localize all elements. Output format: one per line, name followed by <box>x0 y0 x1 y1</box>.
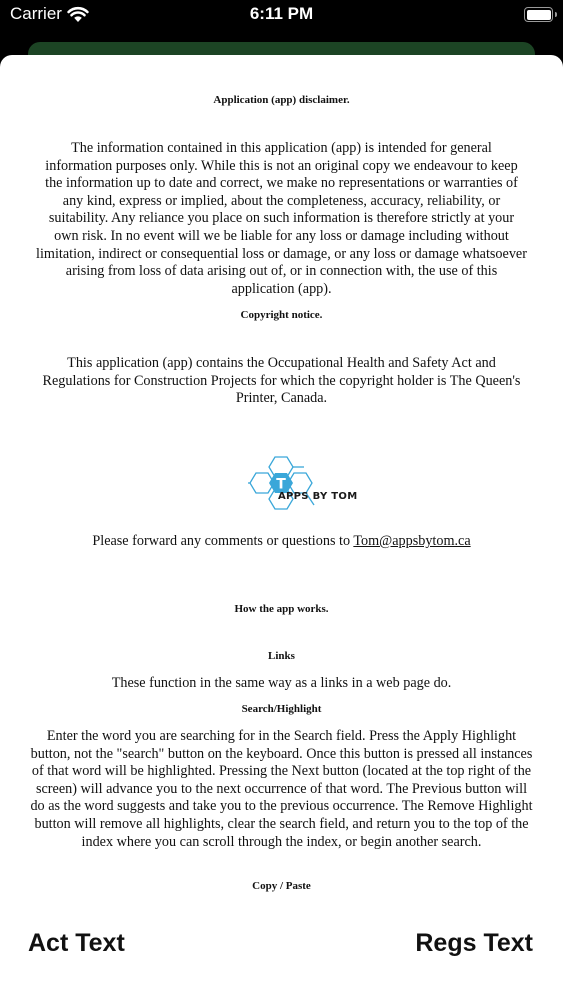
logo-text: APPS BY TOM <box>278 491 358 502</box>
search-highlight-text: Enter the word you are searching for in the Search field. Press the Apply Highlight button, not the "search" button on the keyboard. Once this button is pressed all instances of that word will be highlighted. Pressing the Next button (located at the top right of the screen) will advance you to the next occurrence of that word. The Previous button will do as the word suggests and take you to the previous occurrence. The Remove Highlight button will remove all highlights, clear the search field, and return you to the top of the index where you can scroll through the index, or begin another search. <box>30 728 533 850</box>
status-bar <box>0 0 563 34</box>
how-app-works-heading: How the app works. <box>234 603 329 615</box>
disclaimer-text: The information contained in this application (app) is intended for general information purposes only. While this is not an original copy we endeavour to keep the information up to date and correct, we make no representations or warranties of any kind, express or implied, about the completeness, accuracy, reliability, or suitability. Any reliance you place on such information is therefore strictly at your own risk. In no event will we be liable for any loss or damage including without limitation, indirect or consequential loss or damage, or any loss or damage whatsoever arising from loss of data arising out of, or in connection with, the use of this application (app). <box>36 140 527 297</box>
links-heading: Links <box>268 650 295 662</box>
logo-letter: T <box>276 476 286 493</box>
info-sheet[interactable] <box>0 55 563 1000</box>
contact-line <box>0 533 563 551</box>
hexagon-icon <box>248 453 328 515</box>
status-time: 6:11 PM <box>249 4 314 23</box>
carrier-label: Carrier <box>10 4 62 23</box>
act-text-button[interactable]: Act Text <box>28 929 125 957</box>
battery-icon <box>524 7 553 22</box>
info-content[interactable] <box>0 55 563 895</box>
copy-paste-heading: Copy / Paste <box>252 880 311 892</box>
disclaimer-heading: Application (app) disclaimer. <box>213 94 350 106</box>
copyright-text: This application (app) contains the Occupational Health and Safety Act and Regulations for Construction Projects for which the copyright holder is The Queen's Printer, Canada. <box>42 355 521 407</box>
links-text: These function in the same way as a links in a web page do. <box>111 675 452 691</box>
contact-prefix: Please forward any comments or questions to <box>92 533 354 549</box>
tab-bar <box>0 915 563 975</box>
apps-by-tom-logo <box>208 453 368 515</box>
regs-text-button[interactable]: Regs Text <box>415 929 533 957</box>
search-highlight-heading: Search/Highlight <box>241 703 322 715</box>
copyright-heading: Copyright notice. <box>240 309 323 321</box>
email-link[interactable]: Tom@appsbytom.ca <box>353 533 471 549</box>
